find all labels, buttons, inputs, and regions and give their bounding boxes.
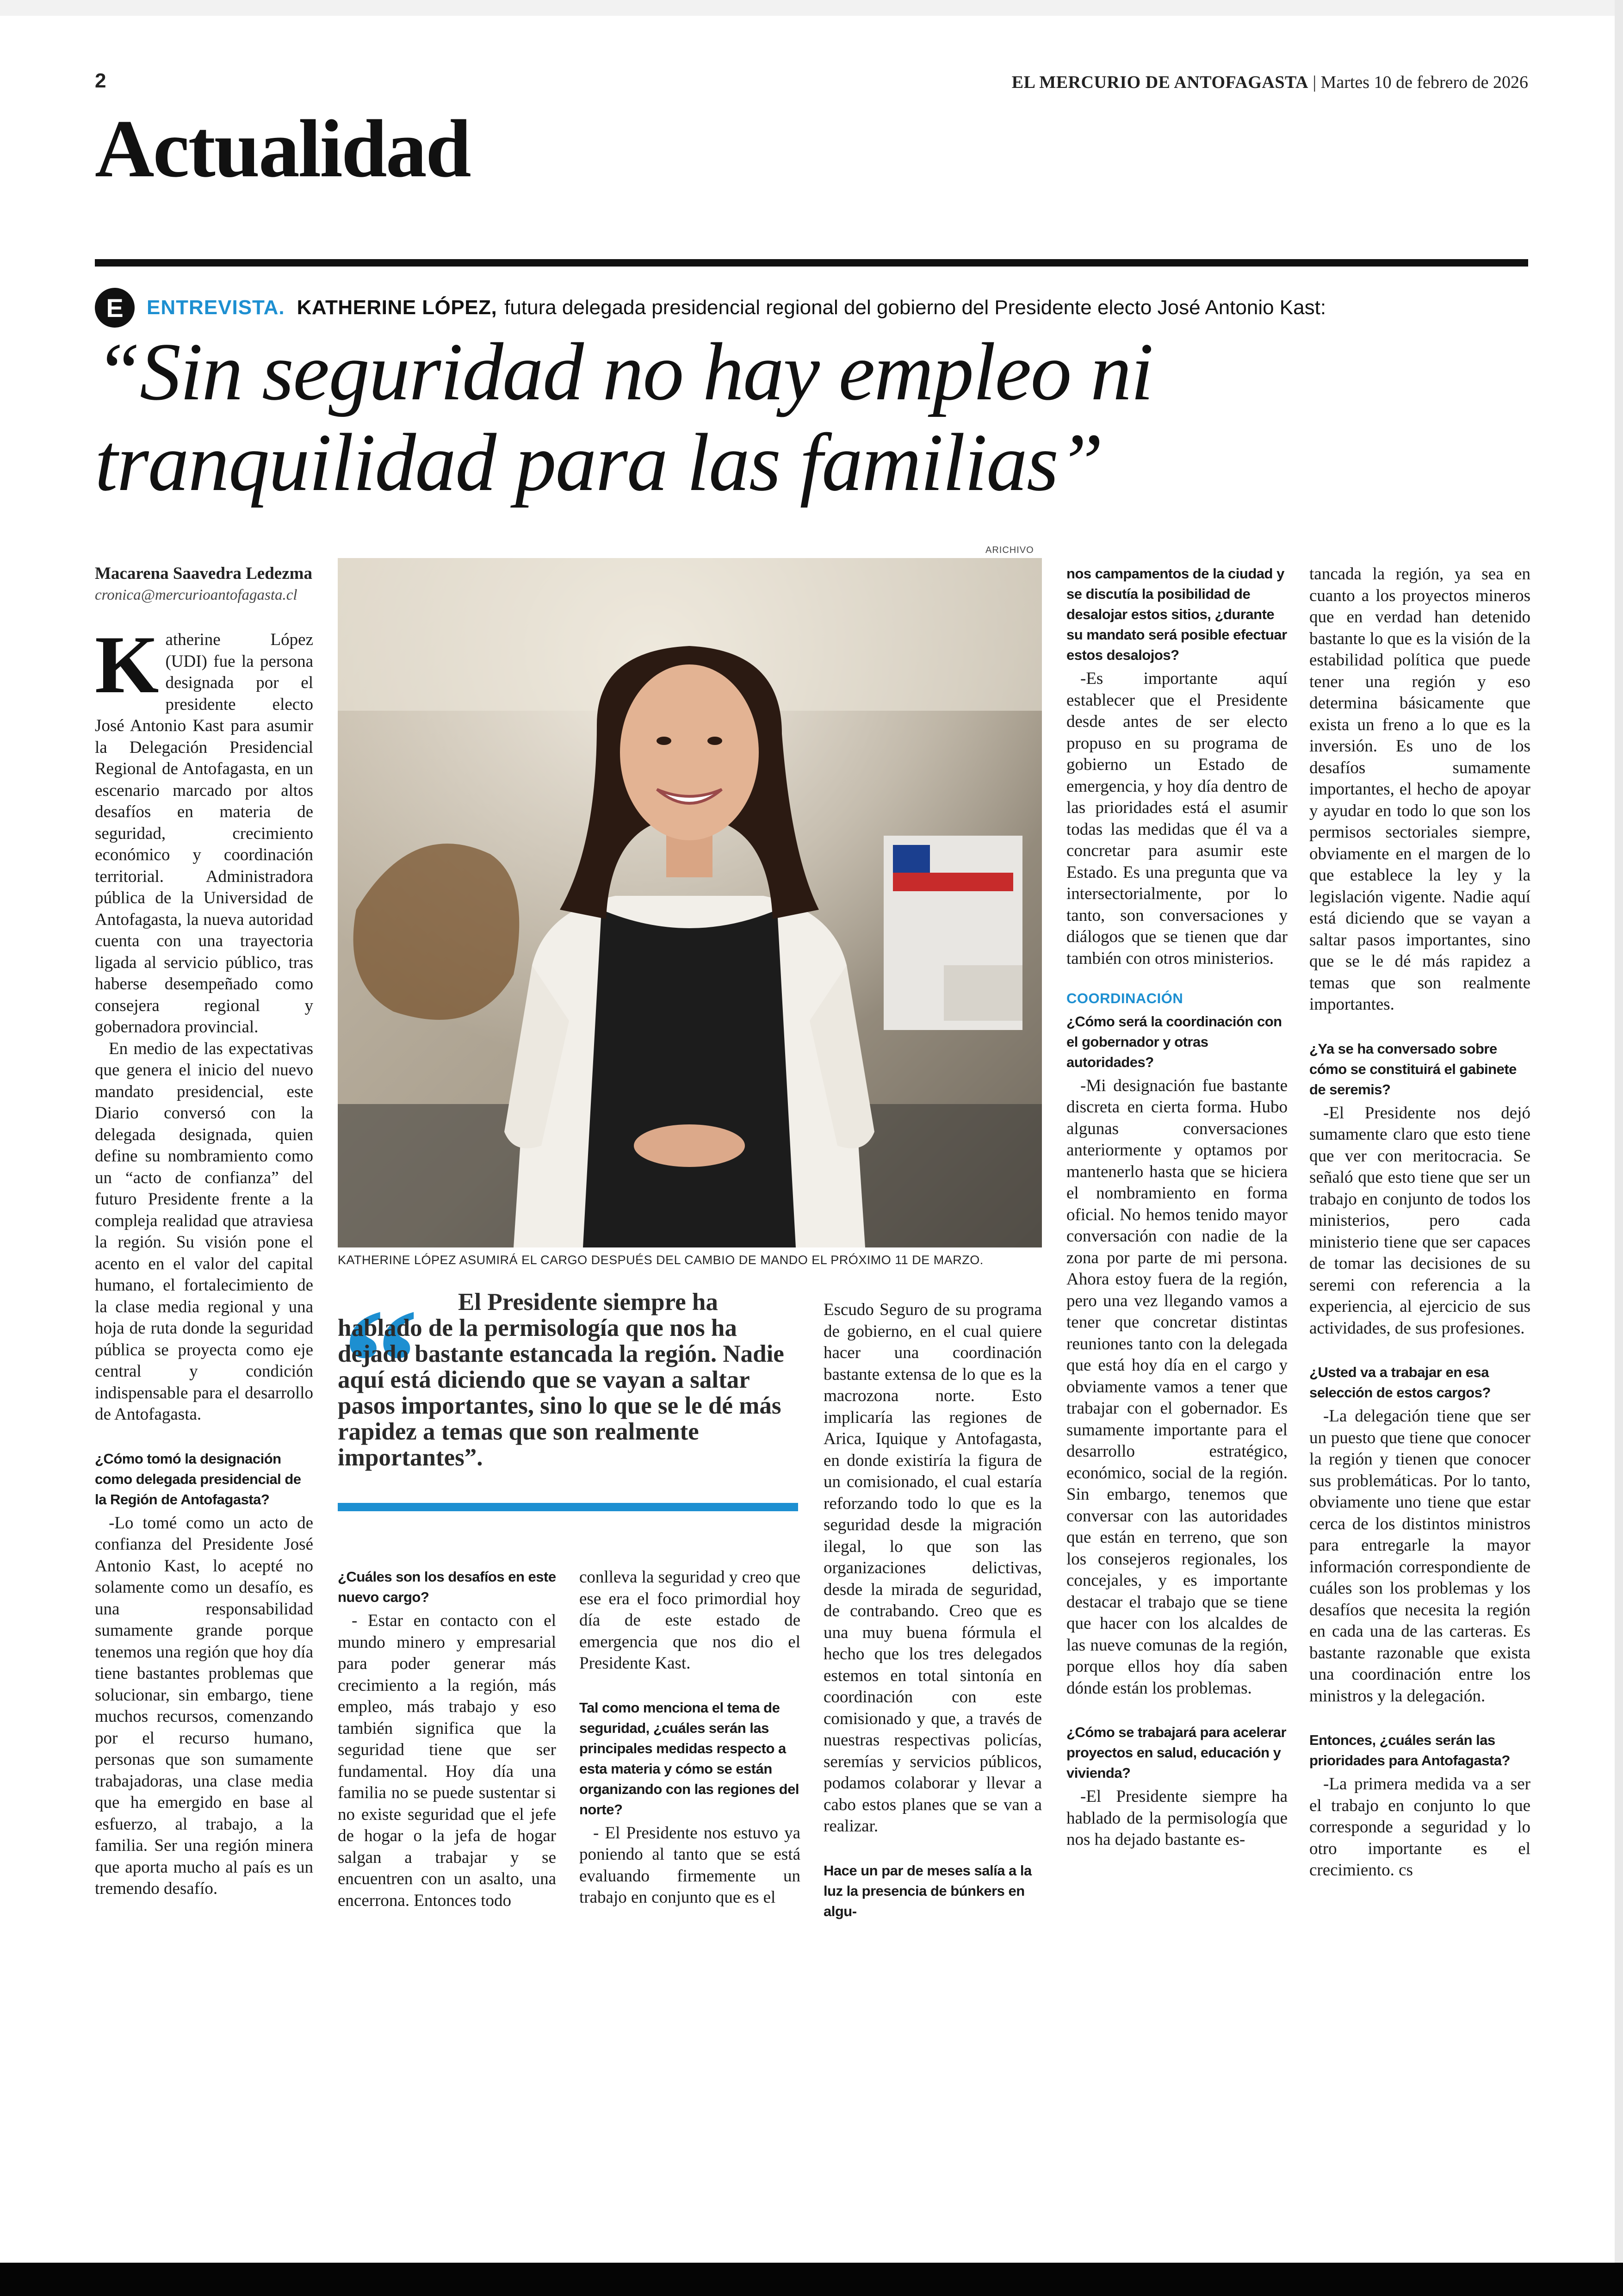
answer: - Estar en contacto con el mundo minero y empresarial para poder generar más crecimiento a la región, más empleo, más trabajo y eso también significa que la seguridad tiene que ser fundamental. Hoy día una familia no se puede sustentar si no existe seguridad que el jefe de hogar o la jefa de hogar salgan a trabajar y se encuentren con un asalto, una encerrona. Entonces todo — [338, 1611, 556, 1910]
question: ¿Usted va a trabajar en esa selección de estos cargos? — [1309, 1364, 1491, 1401]
answer: -El Presidente siempre ha hablado de la permisología que nos ha dejado bastante es- — [1066, 1787, 1288, 1849]
article-column-1 — [95, 619, 313, 1900]
top-toolbar-strip — [0, 0, 1623, 16]
photo-credit: ARICHIVO — [985, 545, 1034, 555]
kicker-name: KATHERINE LÓPEZ, — [297, 296, 497, 319]
answer: -Es importante aquí establecer que el Presidente desde antes de ser electo propuso en su programa de gobierno un Estado de emergencia, y hoy día dentro de las prioridades está el asumir todas las medidas que él va a concretar para asumir este Estado. Es una pregunta que va intersectorialmente, por lo tanto, son conversaciones y diálogos que se tienen que dar también con otros ministerios. — [1066, 669, 1288, 968]
paragraph: En medio de las expectativas que genera el inicio del nuevo mandato presidencial, este Diario conversó con la delegada designada, quien define su nombramiento como un “acto de confianza” del futuro Presidente frente a la compleja realidad que atraviesa la región. Su visión pone el acento en el valor del capital humano, el fortalecimiento de la clase media regional y una hoja de ruta donde la seguridad pública se proyecta como eje central y condición indispensable para el desarrollo de Antofagasta. — [95, 1039, 313, 1424]
section-title: Actualidad — [95, 103, 470, 194]
article-column-2 — [338, 1567, 556, 1911]
answer-continued: Escudo Seguro de su programa de gobierno, en el cual quiere hacer una coordinación bastante extensa de lo que es la macrozona norte. Esto implicaría las regiones de Arica, Iquique y Antofagasta, en donde existiría la figura de un comisionado, el cual estaría reforzando todo lo que es la seguridad desde la migración ilegal, lo que son las organizaciones delictivas, desde la mirada de seguridad, de contrabando. Creo que es una muy buena fórmula el hecho que los tres delegados estemos en total sintonía en coordinación con este comisionado y que, a través de nuestras respectivas policías, seremías y servicios públicos, podamos colaborar y llevar a cabo estos planes que se van a realizar. — [824, 1300, 1042, 1836]
answer: -La delegación tiene que ser un puesto que tiene que conocer la región y tienen que conocer sus problemáticas. Por lo tanto, obviamente uno tiene que estar cerca de los distintos ministros para entregarle la mayor información correspondiente de cuáles son los problemas y los desafíos que necesita la región en cada una de las carteras. Es bastante razonable que exista una coordinación entre los ministros y la delegación. — [1309, 1407, 1530, 1706]
newspaper-name: EL MERCURIO DE ANTOFAGASTA — [1011, 73, 1308, 92]
answer-continued: tancada la región, ya sea en cuanto a los proyectos mineros que en verdad han detenido bastante lo que es la visión de la estabilidad política que puede tener una región y eso determina básicamente que exista un freno a lo que es la inversión. Es uno de los desafíos sumamente importantes, el hecho de apoyar y ayudar en todo lo que son los permisos sectoriales siempre, obviamente en el margen de lo que establece la ley y la legislación vigente. Nadie aquí está diciendo que se vayan a saltar pasos importantes, sino que se le dé más rapidez a temas que son realmente importantes. — [1309, 565, 1530, 1014]
drop-cap: K — [95, 619, 159, 710]
question: ¿Cómo tomó la designación como delegada presidencial de la Región de Antofagasta? — [95, 1450, 301, 1508]
headline-line-1: “Sin seguridad no hay empleo ni — [95, 326, 1153, 417]
pull-quote-rule — [338, 1503, 798, 1511]
answer: - El Presidente nos estuvo ya poniendo al tanto que se está evaluando firmemente un trabajo en conjunto que es el — [579, 1823, 800, 1907]
answer: -Mi designación fue bastante discreta en cierta forma. Hubo algunas conversaciones anteriormente y optamos por mantenerlo hasta que se hiciera el nombramiento en forma oficial. No hemos tenido mayor conversación con nadie de la zona por parte de mi persona. Ahora estoy fuera de la región, pero una vez llegando vamos a tener que concretar distintas reuniones tanto con la delegada que está hoy día en el cargo y obviamente vamos a tener que trabajar con el gobernador. Es sumamente importante para el desarrollo estratégico, económico, social de la región. Sin embargo, tenemos que conversar con las autoridades que están en terreno, que son los consejeros regionales, los concejales, y es importante destacar el trabajo que se tiene que hacer con los alcaldes de las nueve comunas de la región, porque ellos hoy día saben dónde están los problemas. — [1066, 1076, 1288, 1698]
answer-continued: conlleva la seguridad y creo que ese era el foco primordial hoy día de este estado de emergencia que nos dio el Presidente Kast. — [579, 1568, 800, 1673]
byline-author: Macarena Saavedra Ledezma — [95, 564, 312, 583]
kicker-label: ENTREVISTA. — [147, 296, 285, 319]
quote-mark-icon: “ — [342, 1278, 419, 1447]
question: ¿Ya se ha conversado sobre cómo se constituirá el gabinete de seremis? — [1309, 1040, 1517, 1098]
subhead: COORDINACIÓN — [1066, 990, 1183, 1006]
article-column-4 — [824, 1299, 1042, 1924]
portrait-photo — [338, 558, 1042, 1247]
byline-email: cronica@mercurioantofagasta.cl — [95, 587, 297, 603]
photo-caption: KATHERINE LÓPEZ ASUMIRÁ EL CARGO DESPUÉS DEL CAMBIO DE MANDO EL PRÓXIMO 11 DE MARZO. — [338, 1253, 984, 1267]
question: Hace un par de meses salía a la luz la presencia de búnkers en algu- — [824, 1862, 1032, 1919]
kicker — [95, 287, 1326, 329]
intro-paragraph — [95, 619, 313, 1038]
section-rule — [95, 259, 1528, 267]
question: Entonces, ¿cuáles serán las prioridades para Antofagasta? — [1309, 1732, 1510, 1769]
article-column-6 — [1309, 564, 1530, 1881]
question-continued: nos campamentos de la ciudad y se discutía la posibilidad de desalojar estos sitios, ¿durante su mandato será posible efectuar estos desalojos? — [1066, 565, 1287, 663]
answer: -Lo tomé como un acto de confianza del Presidente José Antonio Kast, lo acepté no solamente como un desafío, es una responsabilidad sumamente grande porque tenemos una región que hoy día tiene bastantes problemas que solucionar, sin embargo, tiene muchos recursos, comenzando por el recurso humano, personas que son sumamente trabajadoras, una clase media que ha emergido en base al esfuerzo, al trabajo, a la familia. Ser una región minera que aporta mucho al país es un tremendo desafío. — [95, 1513, 313, 1898]
issue-date: | Martes 10 de febrero de 2026 — [1308, 73, 1528, 92]
article-column-5 — [1066, 564, 1288, 1851]
headline — [95, 326, 1529, 508]
page-edge — [1615, 0, 1623, 2263]
question: Tal como menciona el tema de seguridad, ¿cuáles serán las principales medidas respecto a esta materia y cómo se están organizando con las regiones del norte? — [579, 1699, 799, 1818]
question: ¿Cómo se trabajará para acelerar proyectos en salud, educación y vivienda? — [1066, 1724, 1287, 1781]
kicker-description: futura delegada presidencial regional del gobierno del Presidente electo José Antonio Kast: — [504, 296, 1326, 319]
end-mark-icon: cs — [1399, 1861, 1413, 1880]
headline-line-2: tranquilidad para las familias” — [95, 416, 1103, 508]
answer — [1309, 1774, 1530, 1881]
final-answer-text: -La primera medida va a ser el trabajo en conjunto lo que corresponde a seguridad y lo otro importante es el crecimiento. — [1309, 1775, 1530, 1880]
pull-quote: El Presidente siempre ha hablado de la permisología que nos ha dejado bastante estancada la región. Nadie aquí está diciendo que se vayan a saltar pasos importantes, sino lo que se le dé más rapidez a temas que son realmente importantes”. — [338, 1289, 784, 1471]
question: ¿Cómo será la coordinación con el gobernador y otras autoridades? — [1066, 1013, 1282, 1070]
page-number: 2 — [95, 69, 106, 92]
intro-text: atherine López (UDI) fue la persona designada por el presidente electo José Antonio Kast para asumir la Delegación Presidencial Regional de Antofagasta, en un escenario marcado por altos desafíos en materia de seguridad, crecimiento económico y coordinación territorial. Administradora pública de la Universidad de Antofagasta, la nueva autoridad cuenta con una trayectoria ligada al servicio público, tras haberse desempeñado como consejera regional y gobernadora provincial. — [95, 630, 313, 1036]
question: ¿Cuáles son los desafíos en este nuevo cargo? — [338, 1569, 556, 1605]
answer: -El Presidente nos dejó sumamente claro que esto tiene que ver con meritocracia. Se señaló que esto tiene que ser un trabajo en conjunto de todos los ministerios, pero cada ministerio tiene que ser capaces de tomar las decisiones de su seremi con referencia a la experiencia, al ejercicio de sus actividades, de sus profesiones. — [1309, 1103, 1530, 1338]
article-column-3 — [579, 1567, 800, 1909]
masthead — [1012, 72, 1528, 93]
entrevista-badge-icon: E — [95, 288, 135, 328]
portrait-illustration — [338, 558, 1042, 1247]
bottom-bar — [0, 2263, 1623, 2296]
